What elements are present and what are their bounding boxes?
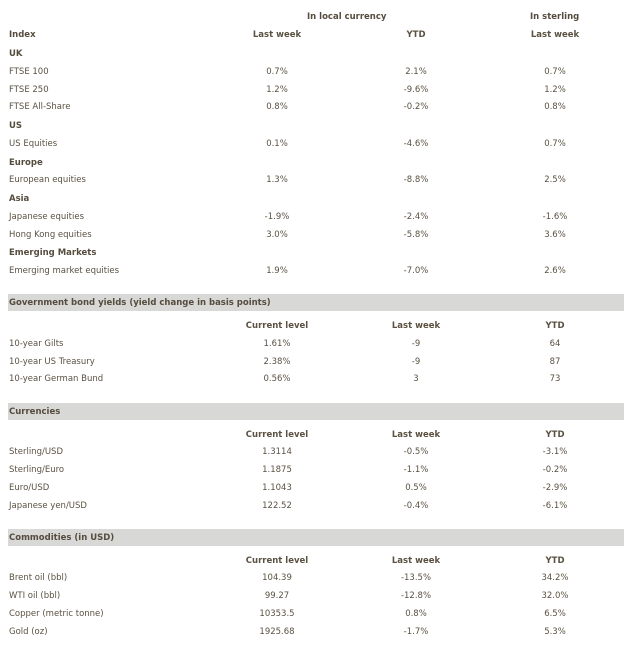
cell-ytd: 32.0% [541, 591, 569, 601]
header-last-week: Last week [252, 30, 302, 40]
cell-last-week: 0.8% [266, 102, 288, 112]
row-label: Copper (metric tonne) [9, 609, 104, 619]
header-ytd: YTD [545, 556, 565, 566]
cell-sterling: 0.7% [544, 139, 566, 149]
cell-current: 104.39 [262, 573, 292, 583]
cell-ytd: -4.6% [403, 139, 429, 149]
cell-ytd: -7.0% [403, 266, 429, 276]
cell-ytd: 6.5% [544, 609, 566, 619]
header-last-week: Last week [391, 556, 441, 566]
header-sterling-last-week: Last week [530, 30, 580, 40]
cell-sterling: 2.5% [544, 175, 566, 185]
group-us: US [9, 121, 23, 131]
header-local-currency: In local currency [307, 12, 387, 22]
cell-current: 99.27 [264, 591, 290, 601]
row-label: FTSE 250 [9, 85, 49, 95]
group-europe: Europe [9, 158, 43, 168]
section-title: Commodities (in USD) [9, 533, 115, 543]
cell-last-week: 1.3% [266, 175, 288, 185]
row-label: Japanese equities [9, 212, 85, 222]
cell-current: 0.56% [263, 374, 291, 384]
cell-ytd: 34.2% [541, 573, 569, 583]
cell-last-week: -9 [411, 357, 421, 367]
header-in-sterling: In sterling [530, 12, 580, 22]
cell-current: 2.38% [263, 357, 291, 367]
section-title: Currencies [9, 407, 61, 417]
row-label: Sterling/USD [9, 447, 63, 457]
group-uk: UK [9, 49, 23, 59]
cell-ytd: -2.4% [403, 212, 429, 222]
section-band [8, 294, 624, 311]
row-label: 10-year Gilts [9, 339, 64, 349]
cell-last-week: -12.8% [400, 591, 432, 601]
cell-last-week: 1.2% [266, 85, 288, 95]
cell-last-week: 0.7% [266, 67, 288, 77]
row-label: European equities [9, 175, 86, 185]
cell-sterling: 2.6% [544, 266, 566, 276]
row-label: 10-year German Bund [9, 374, 104, 384]
header-current-level: Current level [245, 556, 309, 566]
cell-last-week: 0.1% [266, 139, 288, 149]
cell-last-week: 0.8% [405, 609, 427, 619]
cell-current: 1925.68 [259, 627, 295, 637]
group-emerging-markets: Emerging Markets [9, 248, 97, 258]
cell-ytd: 5.3% [544, 627, 566, 637]
cell-sterling: 1.2% [544, 85, 566, 95]
group-asia: Asia [9, 194, 30, 204]
header-ytd: YTD [545, 321, 565, 331]
cell-last-week: 3 [413, 374, 419, 384]
cell-ytd: -8.8% [403, 175, 429, 185]
cell-last-week: -1.9% [264, 212, 290, 222]
section-band [8, 529, 624, 546]
cell-current: 1.3114 [262, 447, 292, 457]
header-ytd: YTD [545, 430, 565, 440]
header-last-week: Last week [391, 321, 441, 331]
cell-current: 10353.5 [259, 609, 295, 619]
row-label: US Equities [9, 139, 58, 149]
row-label: Japanese yen/USD [9, 501, 87, 511]
row-label: Brent oil (bbl) [9, 573, 68, 583]
cell-ytd: 73 [549, 374, 561, 384]
cell-ytd: -0.2% [542, 465, 568, 475]
cell-ytd: -9.6% [403, 85, 429, 95]
cell-ytd: 64 [549, 339, 561, 349]
cell-sterling: 0.8% [544, 102, 566, 112]
row-label: FTSE All-Share [9, 102, 71, 112]
header-ytd: YTD [406, 30, 426, 40]
cell-last-week: -9 [411, 339, 421, 349]
header-current-level: Current level [245, 430, 309, 440]
cell-last-week: -0.4% [403, 501, 429, 511]
cell-ytd: 87 [549, 357, 561, 367]
row-label: Sterling/Euro [9, 465, 65, 475]
cell-current: 122.52 [262, 501, 292, 511]
cell-ytd: 2.1% [405, 67, 427, 77]
row-label: Gold (oz) [9, 627, 48, 637]
cell-last-week: -13.5% [400, 573, 432, 583]
header-last-week: Last week [391, 430, 441, 440]
header-index: Index [9, 30, 36, 40]
cell-last-week: -1.1% [403, 465, 429, 475]
cell-last-week: 0.5% [405, 483, 427, 493]
cell-ytd: -0.2% [403, 102, 429, 112]
cell-current: 1.1043 [262, 483, 292, 493]
row-label: Euro/USD [9, 483, 50, 493]
cell-current: 1.61% [263, 339, 291, 349]
cell-sterling: 0.7% [544, 67, 566, 77]
cell-last-week: 3.0% [266, 230, 288, 240]
row-label: 10-year US Treasury [9, 357, 95, 367]
cell-ytd: -2.9% [542, 483, 568, 493]
cell-last-week: -1.7% [403, 627, 429, 637]
row-label: Emerging market equities [9, 266, 120, 276]
header-current-level: Current level [245, 321, 309, 331]
section-title: Government bond yields (yield change in basis points) [9, 298, 271, 308]
cell-sterling: -1.6% [542, 212, 568, 222]
cell-ytd: -5.8% [403, 230, 429, 240]
row-label: FTSE 100 [9, 67, 49, 77]
cell-current: 1.1875 [262, 465, 292, 475]
cell-ytd: -3.1% [542, 447, 568, 457]
cell-last-week: 1.9% [266, 266, 288, 276]
row-label: Hong Kong equities [9, 230, 92, 240]
row-label: WTI oil (bbl) [9, 591, 61, 601]
cell-ytd: -6.1% [542, 501, 568, 511]
cell-sterling: 3.6% [544, 230, 566, 240]
cell-last-week: -0.5% [403, 447, 429, 457]
section-band [8, 403, 624, 420]
